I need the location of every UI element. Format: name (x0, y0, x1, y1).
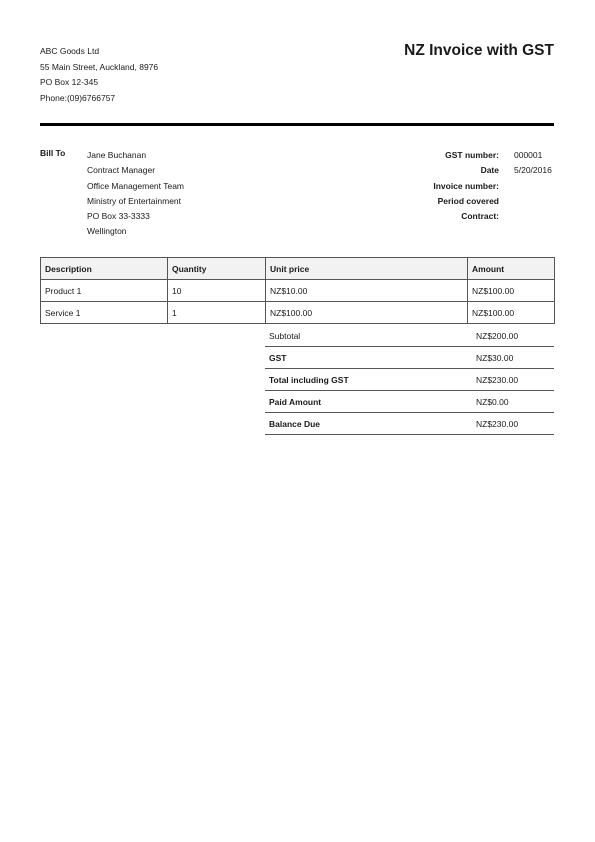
table-row (41, 280, 555, 302)
bill-to-job-title: Contract Manager (87, 165, 156, 176)
meta-value (499, 194, 514, 209)
bill-to-name: Jane Buchanan (87, 150, 147, 160)
seller-address-block (40, 44, 158, 106)
meta-date (380, 163, 556, 178)
cell-unit-price: NZ$10.00 (266, 280, 468, 302)
bill-to-label: Bill To (40, 148, 66, 158)
meta-label: Period covered (437, 195, 499, 206)
column-header-description: Description (41, 258, 168, 280)
cell-quantity: 10 (168, 280, 266, 302)
total-label: GST (269, 352, 287, 363)
header-divider (40, 123, 554, 126)
total-label: Subtotal (269, 330, 301, 341)
seller-name: ABC Goods Ltd (40, 46, 100, 56)
meta-label: Invoice number: (433, 180, 499, 191)
total-value: NZ$0.00 (476, 396, 509, 407)
total-row-subtotal (265, 325, 554, 347)
bill-to-city: Wellington (87, 226, 127, 237)
seller-phone: Phone:(09)6766757 (40, 92, 116, 103)
total-row-paid-amount (265, 391, 554, 413)
meta-label: Contract: (461, 211, 499, 222)
meta-invoice-number (380, 179, 556, 194)
cell-amount: NZ$100.00 (468, 302, 555, 324)
total-row-gst (265, 347, 554, 369)
cell-description: Service 1 (41, 302, 168, 324)
meta-gst-number (380, 148, 556, 163)
meta-value (499, 179, 514, 194)
total-label: Total including GST (269, 374, 349, 385)
meta-value: 5/20/2016 (514, 165, 552, 176)
total-row-balance-due (265, 413, 554, 435)
cell-description: Product 1 (41, 280, 168, 302)
total-label: Balance Due (269, 418, 321, 429)
bill-to-po-box: PO Box 33-3333 (87, 211, 150, 222)
invoice-meta (380, 148, 556, 224)
bill-to-team: Office Management Team (87, 180, 185, 191)
column-header-amount: Amount (468, 258, 555, 280)
meta-value (499, 209, 514, 224)
total-row-total-including-gst (265, 369, 554, 391)
bill-to-address (87, 148, 184, 240)
meta-value: 000001 (514, 150, 543, 160)
cell-unit-price: NZ$100.00 (266, 302, 468, 324)
seller-street: 55 Main Street, Auckland, 8976 (40, 61, 159, 72)
cell-amount: NZ$100.00 (468, 280, 555, 302)
invoice-title: NZ Invoice with GST (404, 42, 554, 59)
bill-to-organisation: Ministry of Entertainment (87, 195, 182, 206)
meta-label: GST number: (445, 150, 499, 160)
line-items-table (40, 257, 555, 324)
total-value: NZ$230.00 (476, 374, 519, 385)
total-value: NZ$30.00 (476, 352, 514, 363)
total-label: Paid Amount (269, 396, 322, 407)
meta-label: Date (480, 165, 499, 176)
total-value: NZ$230.00 (476, 418, 519, 429)
total-value: NZ$200.00 (476, 330, 519, 341)
column-header-quantity: Quantity (168, 258, 266, 280)
meta-contract (380, 209, 556, 224)
column-header-unit-price: Unit price (266, 258, 468, 280)
table-row (41, 302, 555, 324)
meta-period-covered (380, 194, 556, 209)
seller-po-box: PO Box 12-345 (40, 77, 99, 87)
cell-quantity: 1 (168, 302, 266, 324)
table-header-row (41, 258, 555, 280)
totals-block (265, 325, 554, 435)
